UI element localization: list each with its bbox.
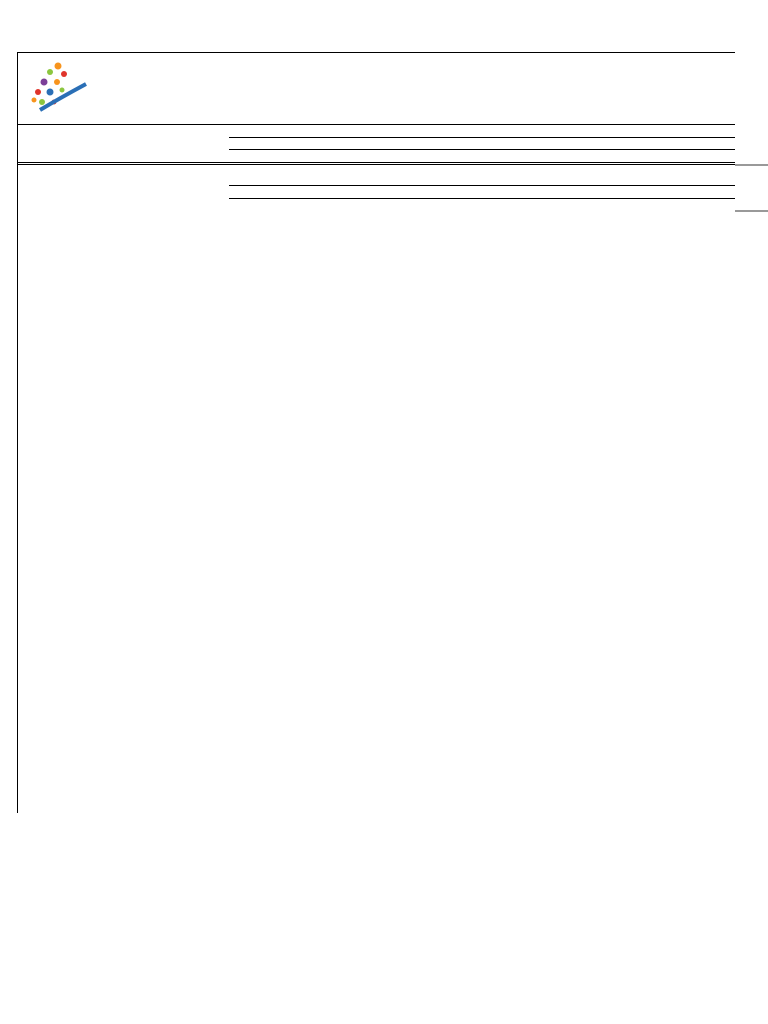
scroll-marker-1 <box>735 164 768 166</box>
proveeduria-line-2 <box>229 198 735 199</box>
frame-left <box>17 52 18 813</box>
info-line-0 <box>17 124 735 125</box>
info-line-3 <box>17 162 735 163</box>
proveeduria-line-1 <box>229 185 735 186</box>
info-line-4 <box>17 164 735 165</box>
logo-mark-icon <box>30 62 90 114</box>
info-line-2 <box>229 149 735 150</box>
info-line-1 <box>229 137 735 138</box>
scroll-marker-2 <box>735 210 768 212</box>
company-logo <box>30 62 180 122</box>
frame-top <box>17 52 735 53</box>
